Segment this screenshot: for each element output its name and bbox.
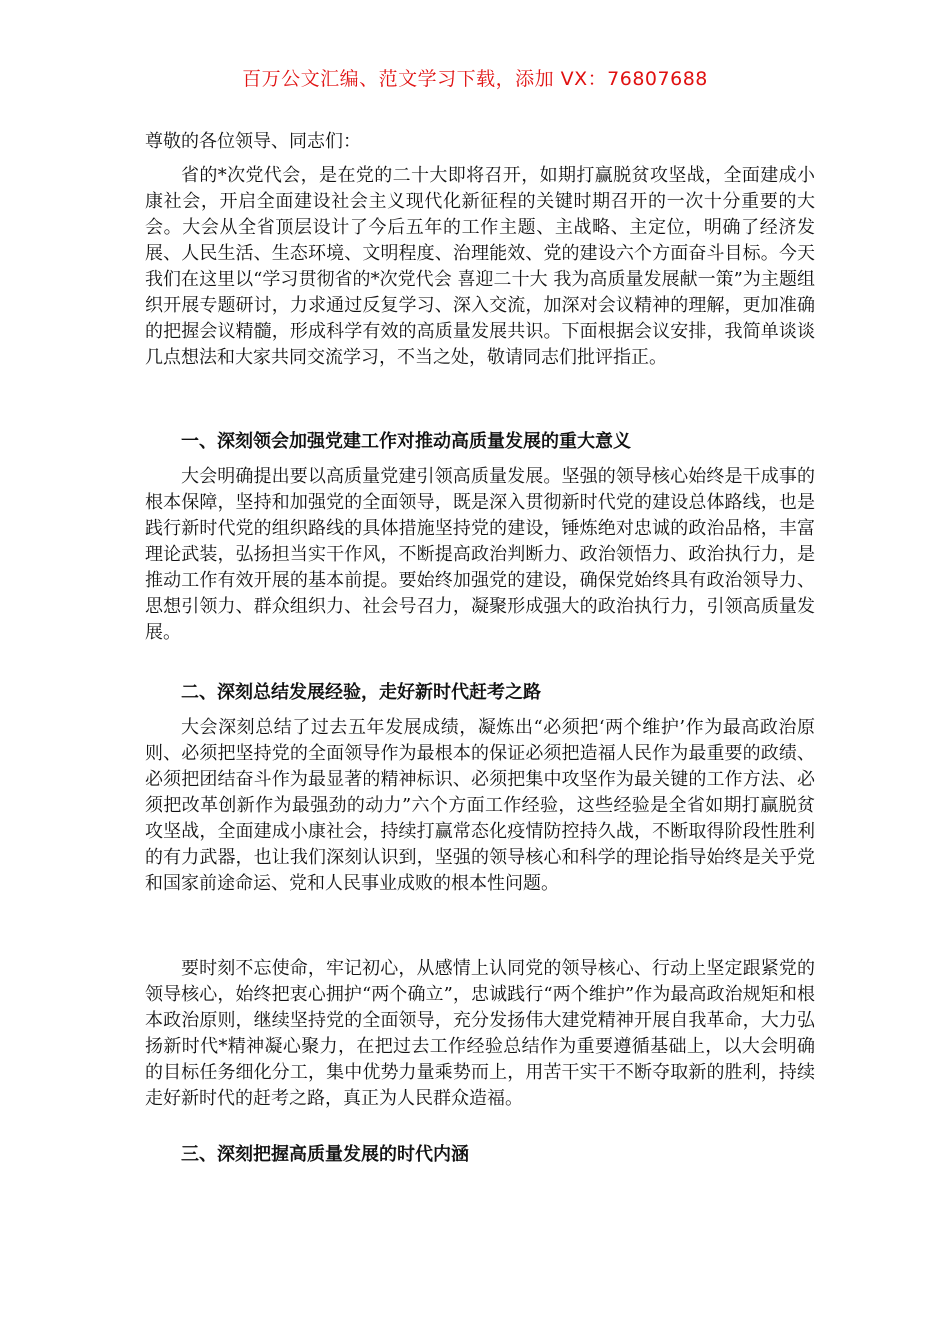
section-2-paragraph-1: 大会深刻总结了过去五年发展成绩，凝炼出“必须把‘两个维护’作为最高政治原则、必须把坚持党的全面领导作为最根本的保证必须把造福人民作为最重要的政绩、必须把团结奋斗作为最显著的精神标识、必须把集中攻坚作为最关键的工作方法、必须把改革创新作为最强劲的动力”六个方面工作经验，这些经验是全省如期打赢脱贫攻坚战，全面建成小康社会，持续打赢常态化疫情防控持久战，不断取得阶段性胜利的有力武器，也让我们深刻认识到，坚强的领导核心和科学的理论指导始终是关乎党和国家前途命运、党和人民事业成败的根本性问题。 (145, 717, 815, 894)
intro-paragraph: 省的*次党代会，是在党的二十大即将召开，如期打赢脱贫攻坚战，全面建成小康社会，开启全面建设社会主义现代化新征程的关键时期召开的一次十分重要的大会。大会从全省顶层设计了今后五年的工作主题、主战略、主定位，明确了经济发展、人民生活、生态环境、文明程度、治理能效、党的建设六个方面奋斗目标。今天我们在这里以“学习贯彻省的*次党代会 喜迎二十大 我为高质量发展献一策”为主题组织开展专题研讨，力求通过反复学习、深入交流，加深对会议精神的理解，更加准确的把握会议精髓，形成科学有效的高质量发展共识。下面根据会议安排，我简单谈谈几点想法和大家共同交流学习，不当之处，敬请同志们批评指正。 (145, 165, 815, 368)
salutation: 尊敬的各位领导、同志们： (145, 131, 361, 152)
watermark-banner: 百万公文汇编、范文学习下载，添加 VX：76807688 (242, 68, 708, 90)
section-2-heading: 二、深刻总结发展经验，走好新时代赶考之路 (181, 682, 541, 703)
section-3-heading: 三、深刻把握高质量发展的时代内涵 (181, 1144, 469, 1165)
section-1-heading: 一、深刻领会加强党建工作对推动高质量发展的重大意义 (181, 431, 631, 452)
section-1-paragraph: 大会明确提出要以高质量党建引领高质量发展。坚强的领导核心始终是干成事的根本保障，坚持和加强党的全面领导，既是深入贯彻新时代党的建设总体路线，也是践行新时代党的组织路线的具体措施坚持党的建设，锤炼绝对忠诚的政治品格，丰富理论武装，弘扬担当实干作风，不断提高政治判断力、政治领悟力、政治执行力，是推动工作有效开展的基本前提。要始终加强党的建设，确保党始终具有政治领导力、思想引领力、群众组织力、社会号召力，凝聚形成强大的政治执行力，引领高质量发展。 (145, 466, 815, 643)
section-2-paragraph-2: 要时刻不忘使命，牢记初心，从感情上认同党的领导核心、行动上坚定跟紧党的领导核心，始终把衷心拥护“两个确立”，忠诚践行“两个维护”作为最高政治规矩和根本政治原则，继续坚持党的全面领导，充分发扬伟大建党精神开展自我革命，大力弘扬新时代*精神凝心聚力，在把过去工作经验总结作为重要遵循基础上，以大会明确的目标任务细化分工，集中优势力量乘势而上，用苦干实干不断夺取新的胜利，持续走好新时代的赶考之路，真正为人民群众造福。 (145, 958, 815, 1109)
